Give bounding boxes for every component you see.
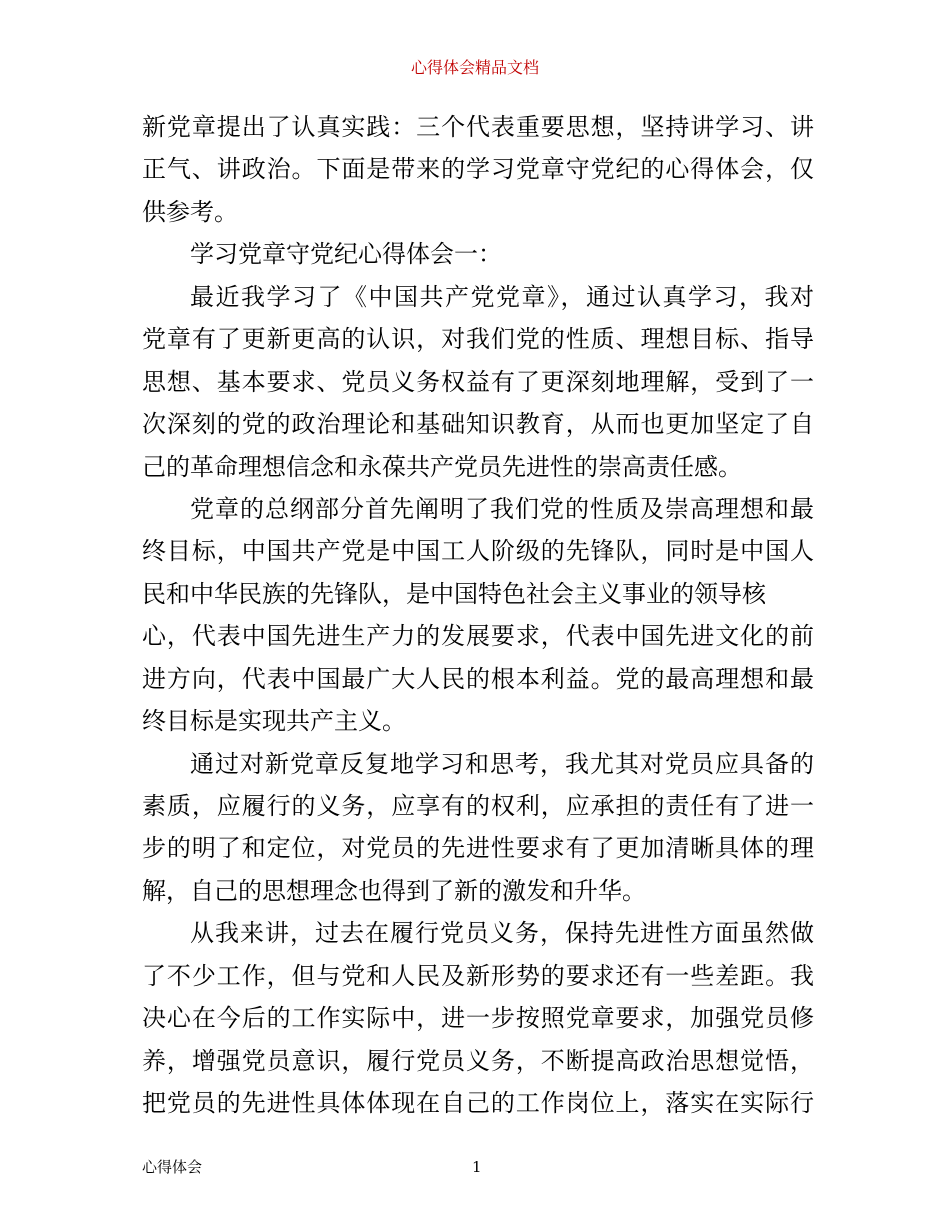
footer-label: 心得体会 bbox=[142, 1158, 203, 1176]
text-line: 党章的总纲部分首先阐明了我们党的性质及崇高理想和最 bbox=[190, 494, 814, 523]
text-line: 正气、讲政治。下面是带来的学习党章守党纪的心得体会，仅 bbox=[142, 155, 814, 184]
text-line: 通过对新党章反复地学习和思考，我尤其对党员应具备的 bbox=[190, 749, 814, 778]
section-heading: 学习党章守党纪心得体会一： bbox=[190, 240, 502, 269]
text-line: 终目标是实现共产主义。 bbox=[142, 707, 406, 736]
text-line: 进方向，代表中国最广大人民的根本利益。党的最高理想和最 bbox=[142, 664, 814, 693]
text-line: 了不少工作，但与党和人民及新形势的要求还有一些差距。我 bbox=[142, 961, 814, 990]
text-line: 决心在今后的工作实际中，进一步按照党章要求，加强党员修 bbox=[142, 1004, 814, 1033]
text-line: 解，自己的思想理念也得到了新的激发和升华。 bbox=[142, 876, 646, 905]
page-header-title: 心得体会精品文档 bbox=[410, 58, 539, 77]
text-line: 把党员的先进性具体体现在自己的工作岗位上，落实在实际行 bbox=[142, 1089, 814, 1118]
text-line: 党章有了更新更高的认识，对我们党的性质、理想目标、指导 bbox=[142, 325, 814, 354]
page-number: 1 bbox=[472, 1158, 482, 1176]
text-line: 供参考。 bbox=[142, 197, 238, 226]
document-body bbox=[142, 106, 814, 1125]
text-line: 次深刻的党的政治理论和基础知识教育，从而也更加坚定了自 bbox=[142, 410, 814, 439]
text-line: 新党章提出了认真实践：三个代表重要思想，坚持讲学习、讲 bbox=[142, 113, 814, 141]
text-line: 思想、基本要求、党员义务权益有了更深刻地理解，受到了一 bbox=[142, 367, 814, 396]
text-line: 终目标，中国共产党是中国工人阶级的先锋队，同时是中国人 bbox=[142, 537, 814, 566]
text-line: 最近我学习了《中国共产党党章》，通过认真学习，我对 bbox=[190, 282, 814, 311]
text-line: 从我来讲，过去在履行党员义务，保持先进性方面虽然做 bbox=[190, 919, 814, 948]
text-line: 素质，应履行的义务，应享有的权利，应承担的责任有了进一 bbox=[142, 792, 814, 820]
text-line: 己的革命理想信念和永葆共产党员先进性的崇高责任感。 bbox=[142, 452, 742, 481]
text-line: 步的明了和定位，对党员的先进性要求有了更加清晰具体的理 bbox=[142, 834, 814, 863]
text-line: 民和中华民族的先锋队，是中国特色社会主义事业的领导核 bbox=[142, 579, 766, 608]
text-line: 养，增强党员意识，履行党员义务，不断提高政治思想觉悟， bbox=[142, 1046, 814, 1075]
text-line: 心，代表中国先进生产力的发展要求，代表中国先进文化的前 bbox=[142, 622, 814, 651]
